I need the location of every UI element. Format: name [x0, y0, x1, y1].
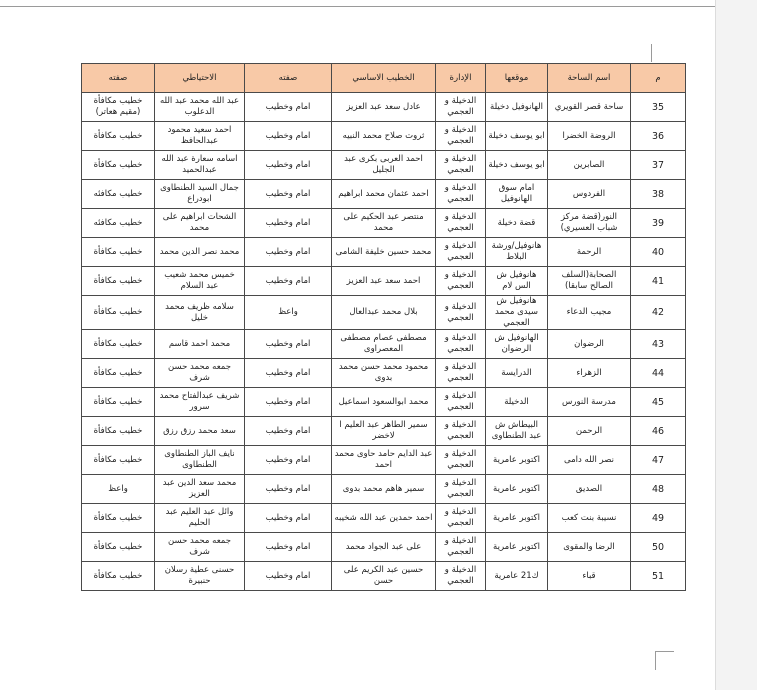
reserve-preacher-cell: محمد احمد قاسم	[155, 330, 245, 359]
main-preacher-cell: مصطفى عصام مصطفى المعصراوى	[332, 330, 436, 359]
location-cell: اكتوبر عامرية	[486, 446, 548, 475]
reserve-preacher-cell: جمال السيد الطنطاوى ابودراع	[155, 180, 245, 209]
table-row	[82, 267, 686, 296]
row-number-cell: 48	[631, 475, 686, 504]
header-cell: اسم الساحة	[548, 64, 631, 93]
main-preacher-role-cell: امام وخطيب	[245, 180, 332, 209]
main-preacher-cell: عبد الدايم حامد حاوى محمد احمد	[332, 446, 436, 475]
administration-cell: الدخيلة و العجمي	[436, 446, 486, 475]
table-row	[82, 504, 686, 533]
row-number-cell: 41	[631, 267, 686, 296]
administration-cell: الدخيلة و العجمي	[436, 417, 486, 446]
place-name-cell: الرحمة	[548, 238, 631, 267]
place-name-cell: الروضة الخضرا	[548, 122, 631, 151]
row-number-cell: 49	[631, 504, 686, 533]
reserve-role-cell: خطيب مكافأة	[82, 504, 155, 533]
location-cell: الهانوفيل دخيلة	[486, 93, 548, 122]
place-name-cell: ساحة قصر القويري	[548, 93, 631, 122]
reserve-preacher-cell: جمعه محمد حسن شرف	[155, 533, 245, 562]
mosques-table	[81, 63, 686, 591]
header-cell: الإدارة	[436, 64, 486, 93]
row-number-cell: 39	[631, 209, 686, 238]
main-preacher-cell: حسين عبد الكريم على حسن	[332, 562, 436, 591]
reserve-role-cell: واعظ	[82, 475, 155, 504]
reserve-role-cell: خطيب مكافأة	[82, 359, 155, 388]
main-preacher-role-cell: امام وخطيب	[245, 359, 332, 388]
header-row	[82, 64, 686, 93]
administration-cell: الدخيلة و العجمي	[436, 533, 486, 562]
administration-cell: الدخيلة و العجمي	[436, 180, 486, 209]
place-name-cell: مدرسة النورس	[548, 388, 631, 417]
reserve-role-cell: خطيب مكافأة	[82, 296, 155, 330]
page-top-rule	[0, 6, 715, 7]
administration-cell: الدخيلة و العجمي	[436, 359, 486, 388]
reserve-role-cell: خطيب مكافأة	[82, 151, 155, 180]
table-row	[82, 238, 686, 267]
page-margin-mark-bottom	[655, 651, 674, 670]
location-cell: قضة دخيلة	[486, 209, 548, 238]
table-row	[82, 562, 686, 591]
administration-cell: الدخيلة و العجمي	[436, 562, 486, 591]
main-preacher-role-cell: امام وخطيب	[245, 504, 332, 533]
main-preacher-role-cell: امام وخطيب	[245, 267, 332, 296]
main-preacher-role-cell: امام وخطيب	[245, 388, 332, 417]
location-cell: البيطاش ش عبد الطنطاوى	[486, 417, 548, 446]
main-preacher-cell: على عبد الجواد محمد	[332, 533, 436, 562]
header-cell: صفته	[245, 64, 332, 93]
main-preacher-role-cell: امام وخطيب	[245, 93, 332, 122]
main-preacher-cell: منتصر عبد الحكيم على محمد	[332, 209, 436, 238]
reserve-role-cell: خطيب مكافأة (مقيم هعاتر)	[82, 93, 155, 122]
row-number-cell: 36	[631, 122, 686, 151]
location-cell: ابو يوسف دخيلة	[486, 151, 548, 180]
main-preacher-cell: بلال محمد عبدالعال	[332, 296, 436, 330]
main-preacher-cell: ثروت صلاح محمد النبيه	[332, 122, 436, 151]
table-row	[82, 330, 686, 359]
row-number-cell: 45	[631, 388, 686, 417]
main-preacher-cell: احمد عثمان محمد ابراهيم	[332, 180, 436, 209]
location-cell: هانوفيل ش سيدى محمد العجمي	[486, 296, 548, 330]
row-number-cell: 47	[631, 446, 686, 475]
place-name-cell: الفردوس	[548, 180, 631, 209]
location-cell: اكتوبر عامرية	[486, 533, 548, 562]
main-preacher-cell: محمد حسين خليفة الشامى	[332, 238, 436, 267]
main-preacher-cell: سمير هاهم محمد بدوى	[332, 475, 436, 504]
main-preacher-role-cell: امام وخطيب	[245, 417, 332, 446]
location-cell: ابو يوسف دخيلة	[486, 122, 548, 151]
place-name-cell: نصر الله دامى	[548, 446, 631, 475]
reserve-role-cell: خطيب مكافأة	[82, 330, 155, 359]
table-row	[82, 209, 686, 238]
reserve-preacher-cell: عبد الله محمد عبد الله الدعلوب	[155, 93, 245, 122]
row-number-cell: 43	[631, 330, 686, 359]
row-number-cell: 50	[631, 533, 686, 562]
location-cell: الدرايسة	[486, 359, 548, 388]
table-row	[82, 417, 686, 446]
place-name-cell: الرحمن	[548, 417, 631, 446]
main-preacher-cell: احمد سعد عبد العزيز	[332, 267, 436, 296]
place-name-cell: الصابرين	[548, 151, 631, 180]
main-preacher-role-cell: امام وخطيب	[245, 533, 332, 562]
reserve-role-cell: خطيب مكافئه	[82, 209, 155, 238]
table-row	[82, 93, 686, 122]
row-number-cell: 46	[631, 417, 686, 446]
row-number-cell: 37	[631, 151, 686, 180]
location-cell: الدخيلة	[486, 388, 548, 417]
reserve-preacher-cell: حسنى عطية رسلان حنبيرة	[155, 562, 245, 591]
table-row	[82, 475, 686, 504]
location-cell: ك21 عامرية	[486, 562, 548, 591]
main-preacher-role-cell: امام وخطيب	[245, 330, 332, 359]
reserve-role-cell: خطيب مكافأة	[82, 238, 155, 267]
administration-cell: الدخيلة و العجمي	[436, 475, 486, 504]
page-margin-mark-top	[651, 44, 652, 62]
place-name-cell: الرضوان	[548, 330, 631, 359]
place-name-cell: الصديق	[548, 475, 631, 504]
administration-cell: الدخيلة و العجمي	[436, 504, 486, 533]
table-row	[82, 359, 686, 388]
administration-cell: الدخيلة و العجمي	[436, 151, 486, 180]
row-number-cell: 51	[631, 562, 686, 591]
place-name-cell: النور(قضة مركز شباب العسيري)	[548, 209, 631, 238]
reserve-preacher-cell: نايف الباز الطنطاوى الطنطاوى	[155, 446, 245, 475]
reserve-role-cell: خطيب مكافئه	[82, 180, 155, 209]
reserve-preacher-cell: وائل عبد العليم عبد الحليم	[155, 504, 245, 533]
side-panel	[715, 0, 757, 690]
table-row	[82, 122, 686, 151]
row-number-cell: 35	[631, 93, 686, 122]
row-number-cell: 42	[631, 296, 686, 330]
reserve-preacher-cell: محمد نصر الدين محمد	[155, 238, 245, 267]
main-preacher-cell: احمد العربى بكرى عبد الجليل	[332, 151, 436, 180]
header-cell: موقعها	[486, 64, 548, 93]
reserve-preacher-cell: محمد سعد الدين عبد العزيز	[155, 475, 245, 504]
main-preacher-role-cell: امام وخطيب	[245, 238, 332, 267]
main-preacher-role-cell: امام وخطيب	[245, 475, 332, 504]
main-preacher-cell: محمد ابوالسعود اسماعيل	[332, 388, 436, 417]
location-cell: امام سوق الهانوفيل	[486, 180, 548, 209]
main-preacher-role-cell: امام وخطيب	[245, 209, 332, 238]
place-name-cell: الزهراء	[548, 359, 631, 388]
reserve-preacher-cell: شريف عبدالفتاح محمد سرور	[155, 388, 245, 417]
row-number-cell: 40	[631, 238, 686, 267]
reserve-preacher-cell: الشحات ابراهيم على محمد	[155, 209, 245, 238]
location-cell: هانوفيل ش الس لام	[486, 267, 548, 296]
location-cell: اكتوبر عامرية	[486, 475, 548, 504]
reserve-preacher-cell: خميس محمد شعيب عبد السلام	[155, 267, 245, 296]
administration-cell: الدخيلة و العجمي	[436, 122, 486, 151]
administration-cell: الدخيلة و العجمي	[436, 296, 486, 330]
place-name-cell: الصحابة(السلف الصالح سابقا)	[548, 267, 631, 296]
reserve-preacher-cell: سعد محمد رزق رزق	[155, 417, 245, 446]
table-row	[82, 446, 686, 475]
place-name-cell: قباء	[548, 562, 631, 591]
row-number-cell: 44	[631, 359, 686, 388]
reserve-preacher-cell: سلامه ظريف محمد خليل	[155, 296, 245, 330]
reserve-role-cell: خطيب مكافأة	[82, 388, 155, 417]
reserve-role-cell: خطيب مكافأة	[82, 122, 155, 151]
main-preacher-cell: عادل سعد عبد العزيز	[332, 93, 436, 122]
administration-cell: الدخيلة و العجمي	[436, 388, 486, 417]
reserve-role-cell: خطيب مكافأة	[82, 446, 155, 475]
place-name-cell: الرضا والمقوى	[548, 533, 631, 562]
main-preacher-cell: احمد حمدين عبد الله شخيبه	[332, 504, 436, 533]
reserve-role-cell: خطيب مكافأة	[82, 417, 155, 446]
reserve-role-cell: خطيب مكافأة	[82, 267, 155, 296]
main-preacher-role-cell: امام وخطيب	[245, 562, 332, 591]
header-cell: صفته	[82, 64, 155, 93]
place-name-cell: مجيب الدعاء	[548, 296, 631, 330]
header-cell: الخطيب الاساسي	[332, 64, 436, 93]
main-preacher-cell: سمير الطاهر عبد العليم ا لاخضر	[332, 417, 436, 446]
administration-cell: الدخيلة و العجمي	[436, 330, 486, 359]
table-row	[82, 388, 686, 417]
row-number-cell: 38	[631, 180, 686, 209]
place-name-cell: نسيبة بنت كعب	[548, 504, 631, 533]
table-header	[82, 64, 686, 93]
main-preacher-role-cell: امام وخطيب	[245, 151, 332, 180]
reserve-role-cell: خطيب مكافأة	[82, 562, 155, 591]
header-cell: م	[631, 64, 686, 93]
reserve-preacher-cell: جمعه محمد حسن شرف	[155, 359, 245, 388]
main-preacher-role-cell: واعظ	[245, 296, 332, 330]
administration-cell: الدخيلة و العجمي	[436, 209, 486, 238]
administration-cell: الدخيلة و العجمي	[436, 93, 486, 122]
reserve-role-cell: خطيب مكافأة	[82, 533, 155, 562]
location-cell: هانوفيل/ورشة البلاط	[486, 238, 548, 267]
administration-cell: الدخيلة و العجمي	[436, 238, 486, 267]
reserve-preacher-cell: اسامه سعارة عبد الله عبدالحميد	[155, 151, 245, 180]
main-preacher-role-cell: امام وخطيب	[245, 446, 332, 475]
table-row	[82, 296, 686, 330]
header-cell: الاحتياطي	[155, 64, 245, 93]
table-row	[82, 151, 686, 180]
table-row	[82, 533, 686, 562]
table-body	[82, 93, 686, 591]
administration-cell: الدخيلة و العجمي	[436, 267, 486, 296]
location-cell: الهانوفيل ش الرضوان	[486, 330, 548, 359]
main-preacher-role-cell: امام وخطيب	[245, 122, 332, 151]
table-row	[82, 180, 686, 209]
reserve-preacher-cell: احمد سعيد محمود عبدالحافظ	[155, 122, 245, 151]
location-cell: اكتوبر عامرية	[486, 504, 548, 533]
main-preacher-cell: محمود محمد حسن محمد بدوى	[332, 359, 436, 388]
